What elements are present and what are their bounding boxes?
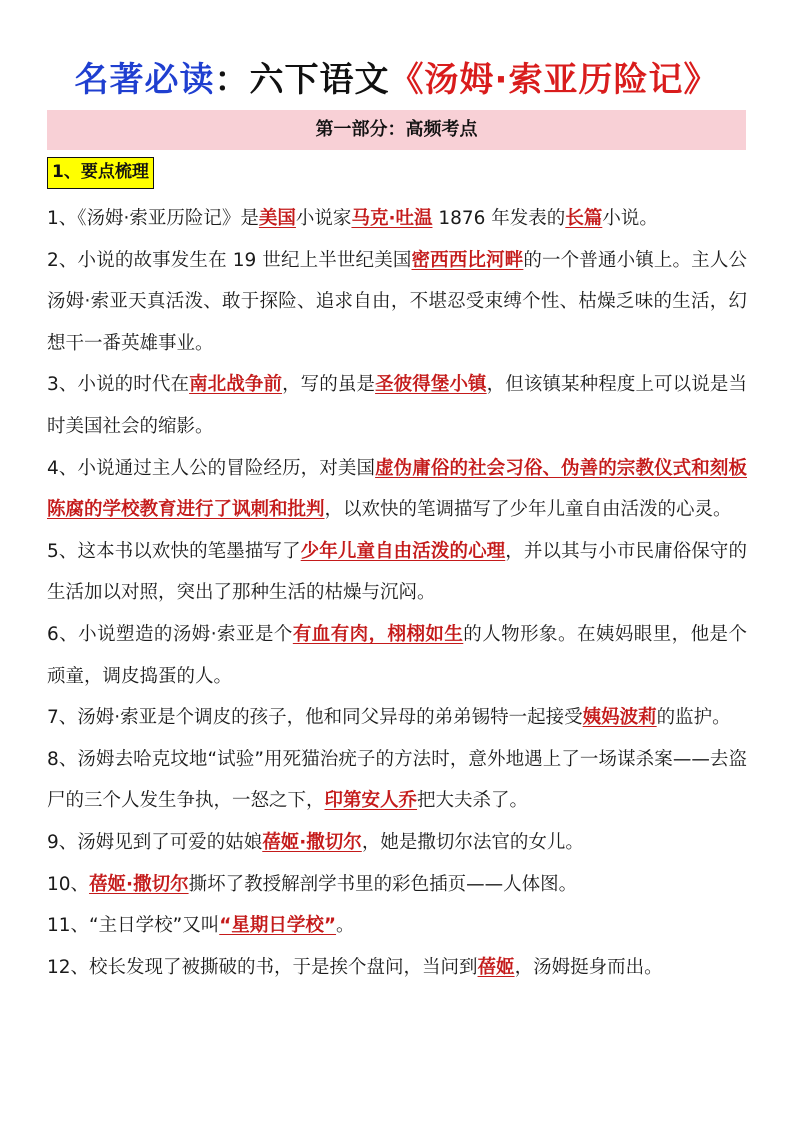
point-text: 1、《汤姆·索亚历险记》是 <box>47 208 259 229</box>
subsection-label: 1、要点梳理 <box>47 157 154 189</box>
point-text: 6、小说塑造的汤姆·索亚是个 <box>47 623 293 645</box>
highlighted-term: 蓓姬 <box>477 956 515 978</box>
key-point-item <box>47 448 747 531</box>
point-text: ，以欢快的笔调描写了少年儿童自由活泼的心灵。 <box>324 499 732 521</box>
point-text: 撕坏了教授解剖学书里的彩色插页——人体图。 <box>188 873 578 895</box>
key-point-item <box>47 864 747 906</box>
title-prefix: 名著必读 <box>74 60 215 100</box>
point-text: 1876 年发表的 <box>432 208 566 229</box>
highlighted-term: 圣彼得堡小镇 <box>375 374 487 396</box>
highlighted-term: 美国 <box>258 208 296 229</box>
point-text: 的人物形象。在姨妈眼里，他是个顽童，调皮捣蛋的人。 <box>47 623 747 687</box>
title-book: 《汤姆·索亚历险记》 <box>389 60 719 100</box>
point-text: 。 <box>336 915 355 937</box>
key-point-item <box>47 905 747 947</box>
point-text: 的监护。 <box>656 707 731 729</box>
title-course: ：六下语文 <box>214 60 390 100</box>
point-text: 小说。 <box>602 208 658 229</box>
key-point-item <box>47 531 747 614</box>
highlighted-term: 少年儿童自由活泼的心理 <box>300 540 506 562</box>
point-text: ，汤姆挺身而出。 <box>514 956 663 978</box>
key-points-list <box>47 198 747 988</box>
page-title <box>0 52 793 101</box>
point-text: 12、校长发现了被撕破的书，于是挨个盘问，当问到 <box>47 956 478 978</box>
point-text: 10、 <box>47 873 90 895</box>
highlighted-term: 有血有肉，栩栩如生 <box>292 623 464 645</box>
point-text: 7、汤姆·索亚是个调皮的孩子，他和同父异母的弟弟锡特一起接受 <box>47 707 583 729</box>
point-text: ，写的虽是 <box>282 374 376 396</box>
key-point-item <box>47 614 747 697</box>
highlighted-term: 长篇 <box>565 208 603 229</box>
point-text: 小说家 <box>295 208 352 229</box>
key-point-item <box>47 947 747 989</box>
section-header: 第一部分：高频考点 <box>47 110 746 150</box>
highlighted-term: 印第安人乔 <box>324 790 418 812</box>
point-text: 的一个普通小镇上。主人公汤姆·索亚天真活泼、敢于探险、追求自由，不堪忍受束缚个性、枯燥乏味的生活，幻想干一番英雄事业。 <box>47 249 747 354</box>
point-text: 2、小说的故事发生在 19 世纪上半世纪美国 <box>47 249 412 271</box>
key-point-item <box>47 822 747 864</box>
key-point-item <box>47 739 747 822</box>
point-text: 8、汤姆去哈克坟地“试验”用死猫治疣子的方法时，意外地遇上了一场谋杀案——去盗尸的三个人发生争执，一怒之下， <box>47 748 747 812</box>
highlighted-term: 虚伪庸俗的社会习俗、伪善的宗教仪式和刻板陈腐的学校教育进行了讽刺和批判 <box>47 457 747 521</box>
point-text: 5、这本书以欢快的笔墨描写了 <box>47 540 301 562</box>
highlighted-term: 南北战争前 <box>189 374 283 396</box>
key-point-item <box>47 240 747 365</box>
point-text: ，她是撒切尔法官的女儿。 <box>361 831 584 853</box>
highlighted-term: 密西西比河畔 <box>411 249 524 271</box>
point-text: 4、小说通过主人公的冒险经历，对美国 <box>47 457 376 479</box>
point-text: ，但该镇某种程度上可以说是当时美国社会的缩影。 <box>47 374 747 437</box>
key-point-item <box>47 198 747 240</box>
highlighted-term: 姨妈波莉 <box>582 707 657 729</box>
point-text: 9、汤姆见到了可爱的姑娘 <box>47 831 263 853</box>
highlighted-term: 马克·吐温 <box>351 208 433 229</box>
point-text: ，并以其与小市民庸俗保守的生活加以对照，突出了那种生活的枯燥与沉闷。 <box>47 540 747 604</box>
key-point-item <box>47 697 747 739</box>
highlighted-term: 蓓姬·撒切尔 <box>89 873 189 895</box>
key-point-item <box>47 364 747 447</box>
highlighted-term: 蓓姬·撒切尔 <box>262 831 362 853</box>
point-text: 把大夫杀了。 <box>417 790 529 812</box>
highlighted-term: “星期日学校” <box>219 915 337 937</box>
point-text: 11、“主日学校”又叫 <box>47 915 220 937</box>
point-text: 3、小说的时代在 <box>47 374 190 396</box>
